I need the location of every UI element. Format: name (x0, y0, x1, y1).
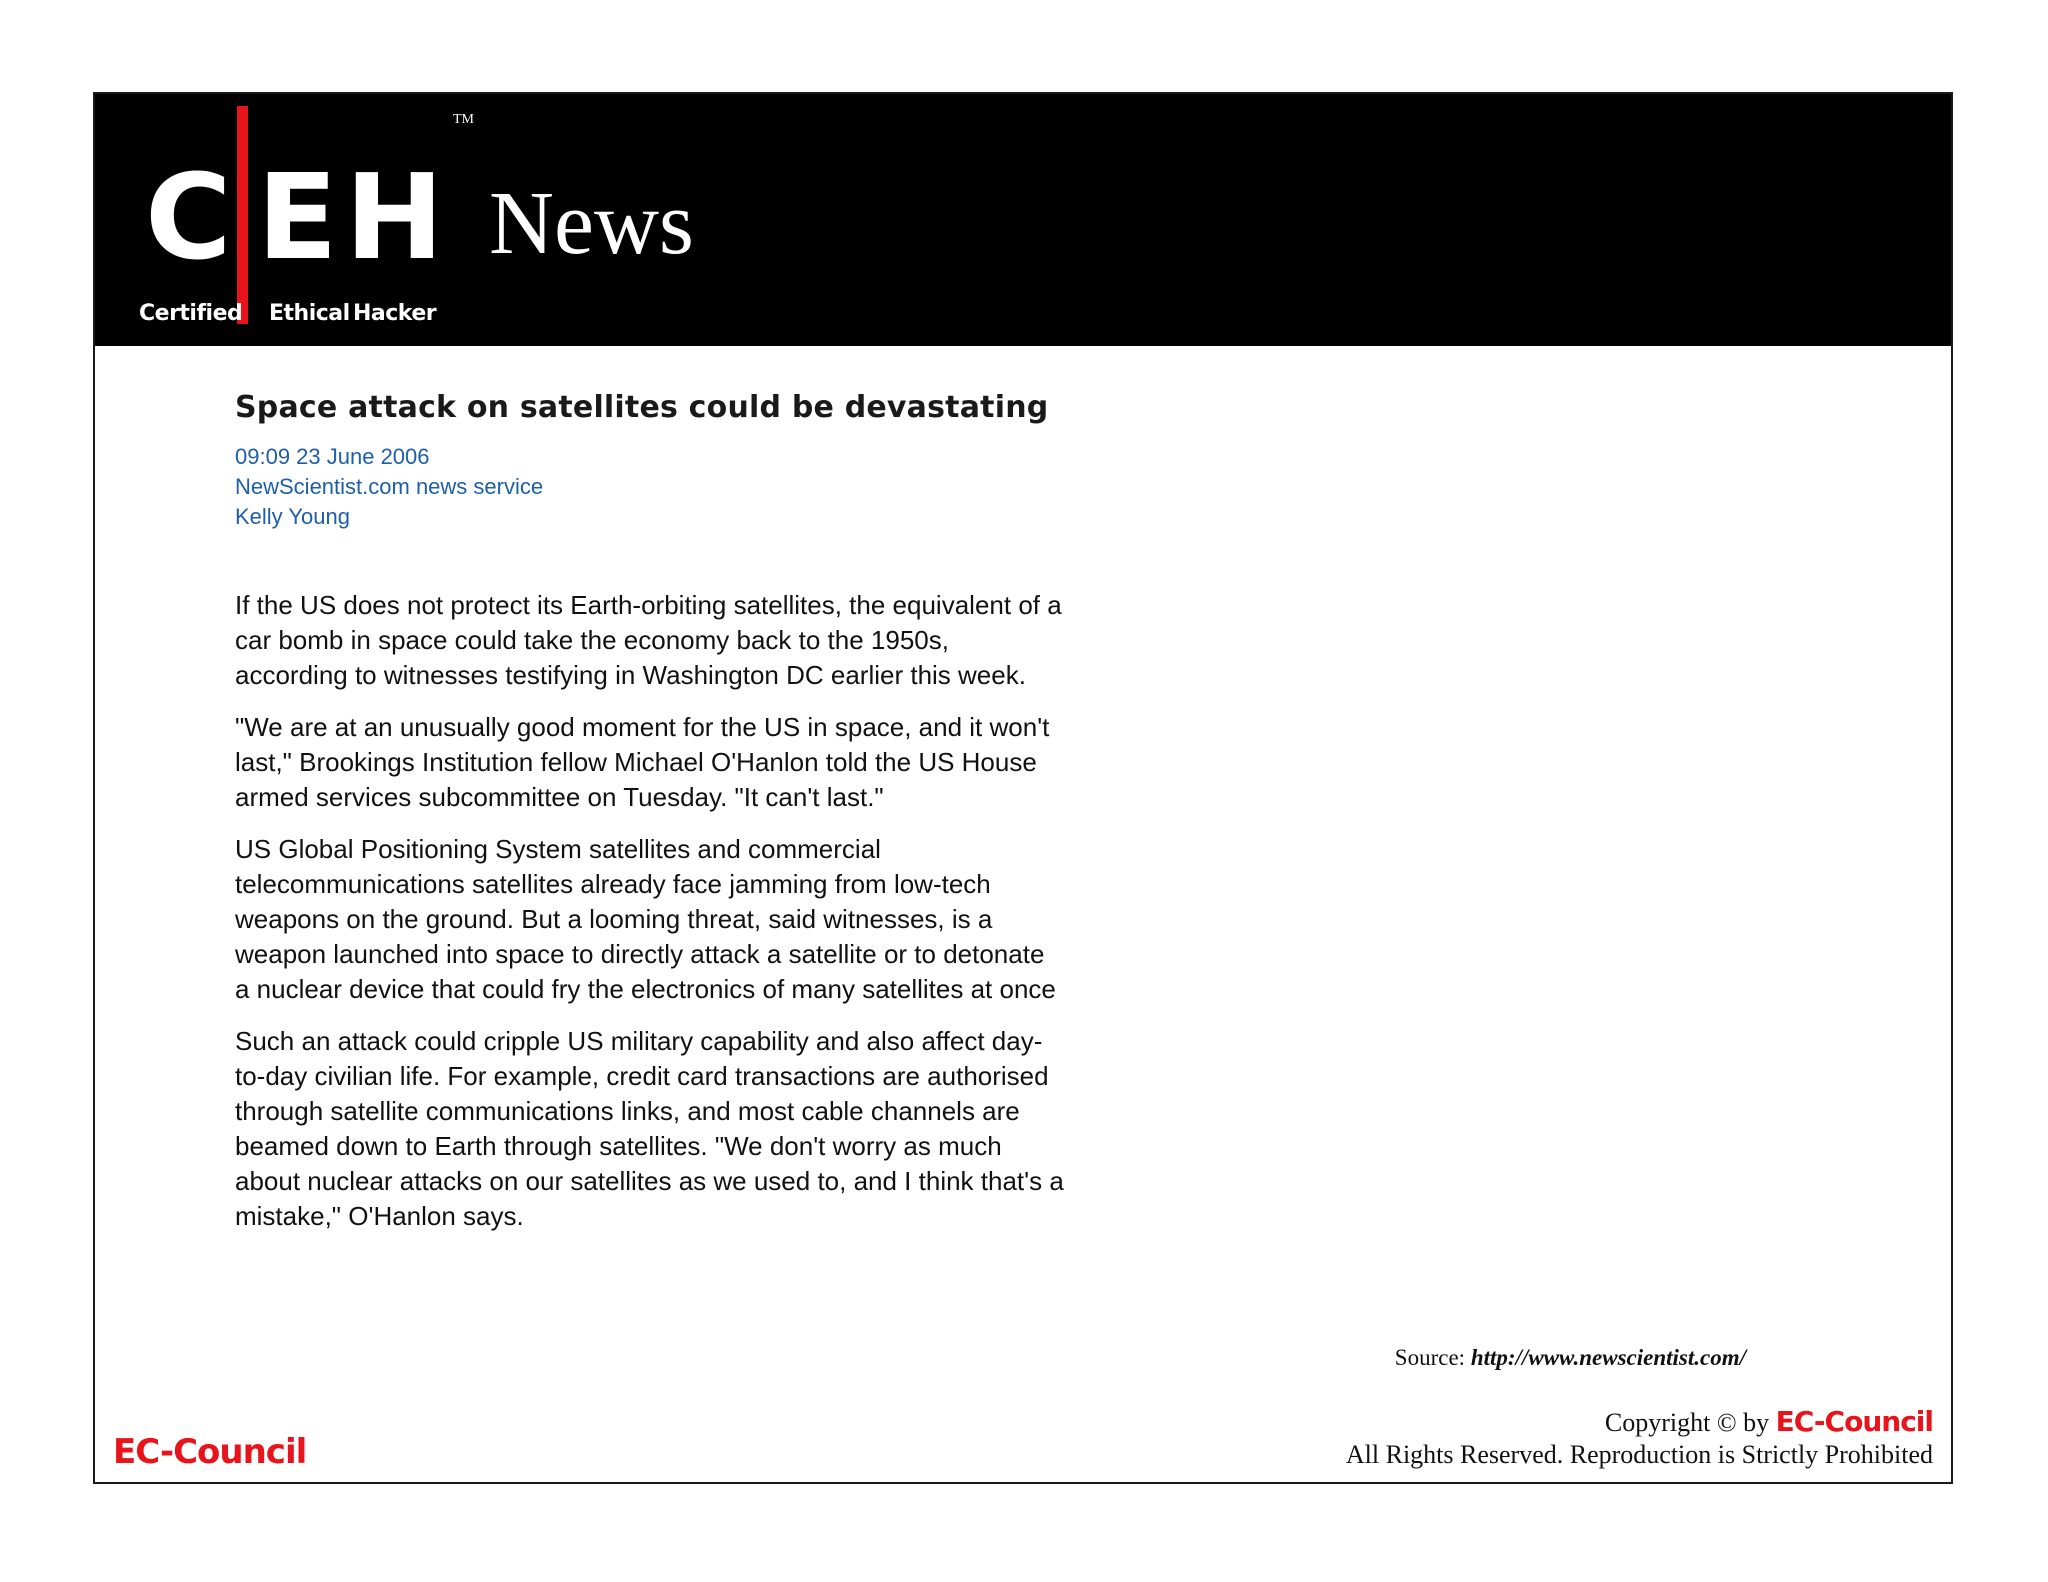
article-body (235, 588, 1065, 1234)
article-headline: Space attack on satellites could be devastating (235, 390, 1049, 425)
copyright-prefix: Copyright © by (1604, 1408, 1770, 1437)
rights-statement: All Rights Reserved. Reproduction is Strictly Prohibited (1345, 1440, 1933, 1469)
article-paragraph: US Global Positioning System satellites and commercial telecommunications satellites already face jamming from low-tech weapons on the ground. But a looming threat, said witnesses, is a weapon launched into space to directly attack a satellite or to detonate a nuclear device that could fry the electronics of many satellites at once (235, 834, 1056, 1004)
article-timestamp: 09:09 23 June 2006 (235, 444, 430, 469)
page-title: News (489, 174, 694, 273)
copyright-brand: EC-Council (1775, 1405, 1933, 1438)
logo-divider-bar (237, 106, 248, 324)
logo-letter-e: E (257, 148, 336, 286)
article-meta (235, 442, 1135, 532)
trademark-mark: TM (453, 112, 474, 127)
logo-letter-h: H (345, 148, 442, 286)
copyright-notice (1346, 1406, 1933, 1471)
logo-letter-c: C (145, 148, 230, 286)
source-label: Source: (1394, 1345, 1466, 1370)
ec-council-logo: EC-Council (113, 1432, 307, 1472)
source-citation (1395, 1344, 1746, 1372)
logo-word-hacker: Hacker (353, 301, 437, 326)
logo-word-certified: Certified (139, 301, 243, 326)
article-service: NewScientist.com news service (235, 474, 544, 499)
article-paragraph: If the US does not protect its Earth-orbiting satellites, the equivalent of a car bomb in space could take the economy back to the 1950s, according to witnesses testifying in Washington DC earlier this week. (235, 590, 1062, 690)
logo-word-ethical: Ethical (269, 301, 350, 326)
article-paragraph: "We are at an unusually good moment for the US in space, and it won't last," Brookings Institution fellow Michael O'Hanlon told the US House armed services subcommittee on Tuesday. "It can't last." (235, 712, 1050, 812)
slide-frame (93, 92, 1953, 1484)
header-banner (95, 94, 1951, 346)
article-paragraph: Such an attack could cripple US military capability and also affect day-to-day civilian life. For example, credit card transactions are authorised through satellite communications links, and most cable channels are beamed down to Earth through satellites. "We don't worry as much about nuclear attacks on our satellites as we used to, and I think that's a mistake," O'Hanlon says. (235, 1026, 1064, 1231)
source-url: http://www.newscientist.com/ (1470, 1345, 1746, 1370)
article-author: Kelly Young (235, 504, 350, 529)
news-article (235, 390, 1135, 1251)
ceh-logo (139, 106, 445, 328)
